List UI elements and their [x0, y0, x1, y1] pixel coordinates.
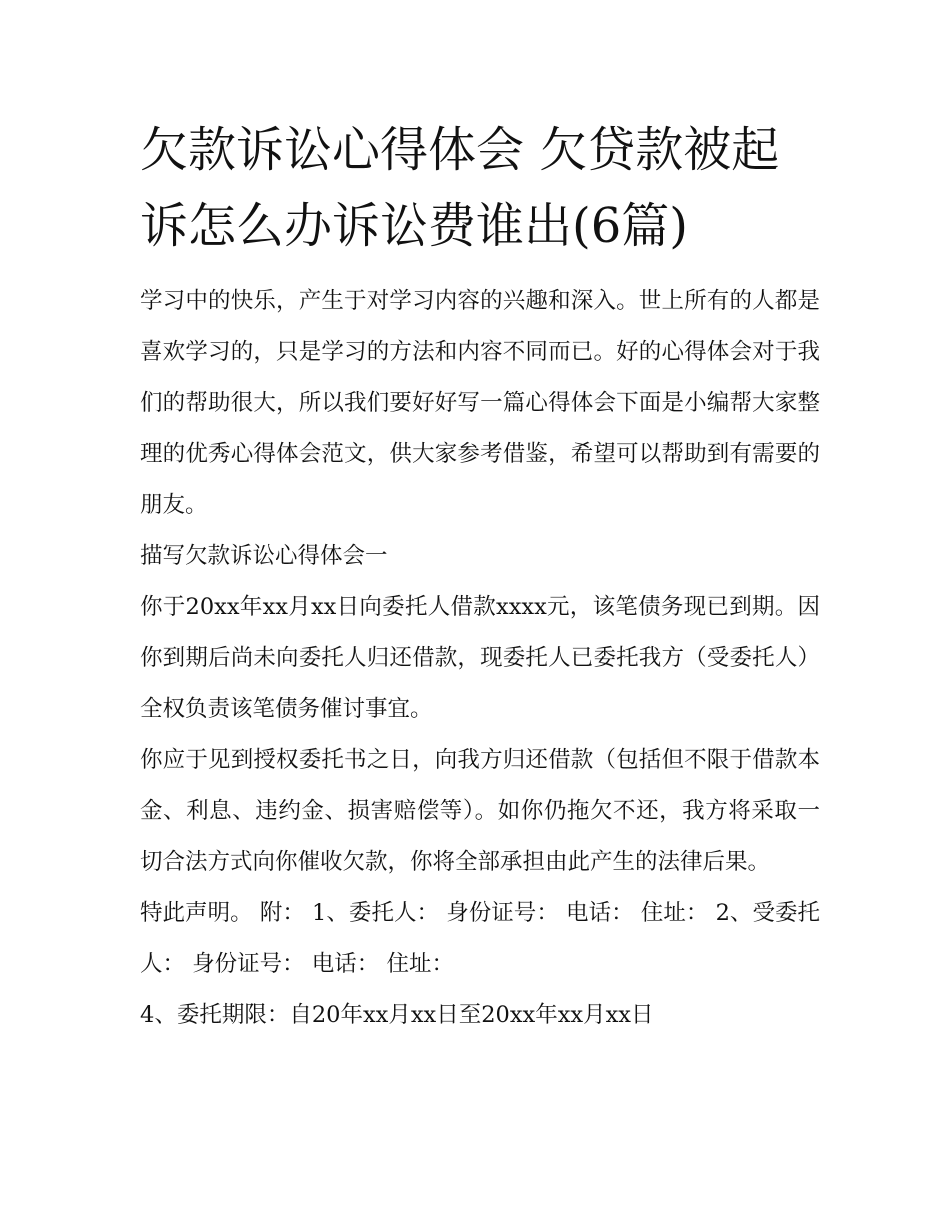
body-paragraph: 你应于见到授权委托书之日，向我方归还借款（包括但不限于借款本金、利息、违约金、损害赔偿等）。如你仍拖欠不还，我方将采取一切合法方式向你催收欠款，你将全部承担由此产生的法律后果。	[140, 747, 820, 875]
document-title: 欠款诉讼心得体会 欠贷款被起诉怎么办诉讼费谁出(6篇)	[140, 122, 780, 254]
document-body	[140, 276, 820, 1041]
intro-paragraph: 学习中的快乐，产生于对学习内容的兴趣和深入。世上所有的人都是喜欢学习的，只是学习的方法和内容不同而已。好的心得体会对于我们的帮助很大，所以我们要好好写一篇心得体会下面是小编帮大家整理的优秀心得体会范文，供大家参考借鉴，希望可以帮助到有需要的朋友。	[140, 288, 820, 518]
body-paragraph: 你于20xx年xx月xx日向委托人借款xxxx元，该笔债务现已到期。因你到期后尚未向委托人归还借款，现委托人已委托我方（受委托人）全权负责该笔债务催讨事宜。	[140, 594, 820, 722]
section-heading: 描写欠款诉讼心得体会一	[140, 543, 388, 569]
attachment-paragraph: 特此声明。 附： 1、委托人： 身份证号： 电话： 住址： 2、受委托人： 身份证号： 电话： 住址：	[140, 900, 820, 977]
term-paragraph: 4、委托期限：自20年xx月xx日至20xx年xx月xx日	[140, 1002, 654, 1028]
